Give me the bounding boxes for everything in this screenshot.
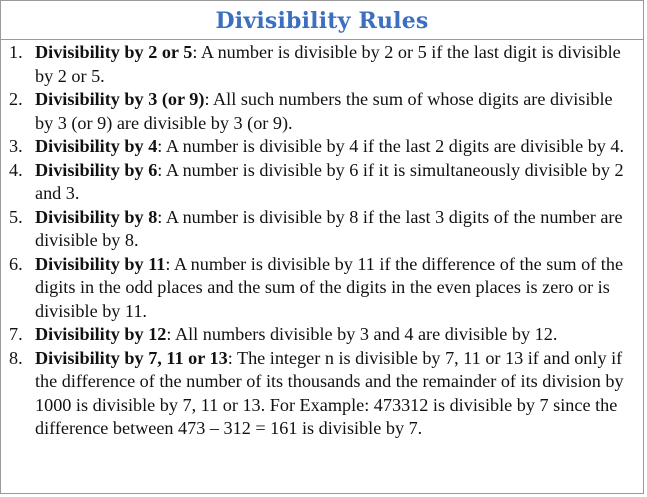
rule-term: Divisibility by 2 or 5 bbox=[35, 42, 193, 62]
rule-term: Divisibility by 11 bbox=[35, 253, 166, 274]
rule-number: 8. bbox=[9, 347, 23, 368]
rule-item-7 bbox=[1, 323, 643, 347]
rule-body bbox=[35, 88, 643, 135]
rule-term: Divisibility by 4 bbox=[35, 136, 158, 156]
rule-number: 3. bbox=[9, 136, 23, 156]
rule-text: : A number is divisible by 2 or 5 if the last digit is divisible by 2 or 5. bbox=[35, 42, 621, 86]
rule-body bbox=[35, 41, 643, 88]
rule-term: Divisibility by 12 bbox=[35, 324, 167, 344]
rule-body bbox=[35, 253, 643, 324]
rule-number: 1. bbox=[9, 42, 23, 62]
rule-text: : A number is divisible by 8 if the last 3 digits of the number are divisible by 8. bbox=[35, 206, 623, 250]
rule-body bbox=[35, 323, 643, 347]
rule-item-1 bbox=[1, 41, 643, 88]
rule-item-5 bbox=[1, 206, 643, 253]
rule-body bbox=[35, 347, 643, 441]
rule-number: 6. bbox=[9, 253, 23, 274]
rule-number: 7. bbox=[9, 324, 23, 344]
rule-body bbox=[35, 159, 643, 206]
rule-body bbox=[35, 206, 643, 253]
rule-item-2 bbox=[1, 88, 643, 135]
rule-term: Divisibility by 6 bbox=[35, 159, 158, 180]
rule-term: Divisibility by 8 bbox=[35, 206, 158, 227]
rule-text: : A number is divisible by 4 if the last 2 digits are divisible by 4. bbox=[157, 136, 625, 156]
rule-item-3 bbox=[1, 135, 643, 159]
rule-text: : The integer n is divisible by 7, 11 or 13 if and only if the difference of the number of its thousands and the remainder of its division by 1000 is divisible by 7, 11 or 13. For Example: 473312 is divisible by 7 since the difference between 473 – 312 = 161 is divisible by 7. bbox=[35, 347, 624, 438]
rule-number: 2. bbox=[9, 89, 23, 109]
rule-body bbox=[35, 135, 643, 159]
rule-item-6 bbox=[1, 253, 643, 324]
rule-term: Divisibility by 3 (or 9) bbox=[35, 89, 205, 109]
rule-text: : A number is divisible by 6 if it is simultaneously divisible by 2 and 3. bbox=[35, 159, 624, 203]
rules-list bbox=[1, 40, 643, 441]
rule-item-4 bbox=[1, 159, 643, 206]
rule-text: : All such numbers the sum of whose digits are divisible by 3 (or 9) are divisible by 3 (or 9). bbox=[35, 89, 613, 133]
rule-item-8 bbox=[1, 347, 643, 441]
title-bar bbox=[1, 1, 643, 40]
rule-term: Divisibility by 7, 11 or 13 bbox=[35, 347, 228, 368]
rule-number: 4. bbox=[9, 159, 23, 180]
rule-text: : A number is divisible by 11 if the difference of the sum of the digits in the odd places and the sum of the digits in the even places is zero or is divisible by 11. bbox=[35, 253, 624, 321]
rule-number: 5. bbox=[9, 206, 23, 227]
page-title: Divisibility Rules bbox=[215, 8, 429, 34]
rule-text: : All numbers divisible by 3 and 4 are divisible by 12. bbox=[166, 324, 558, 344]
